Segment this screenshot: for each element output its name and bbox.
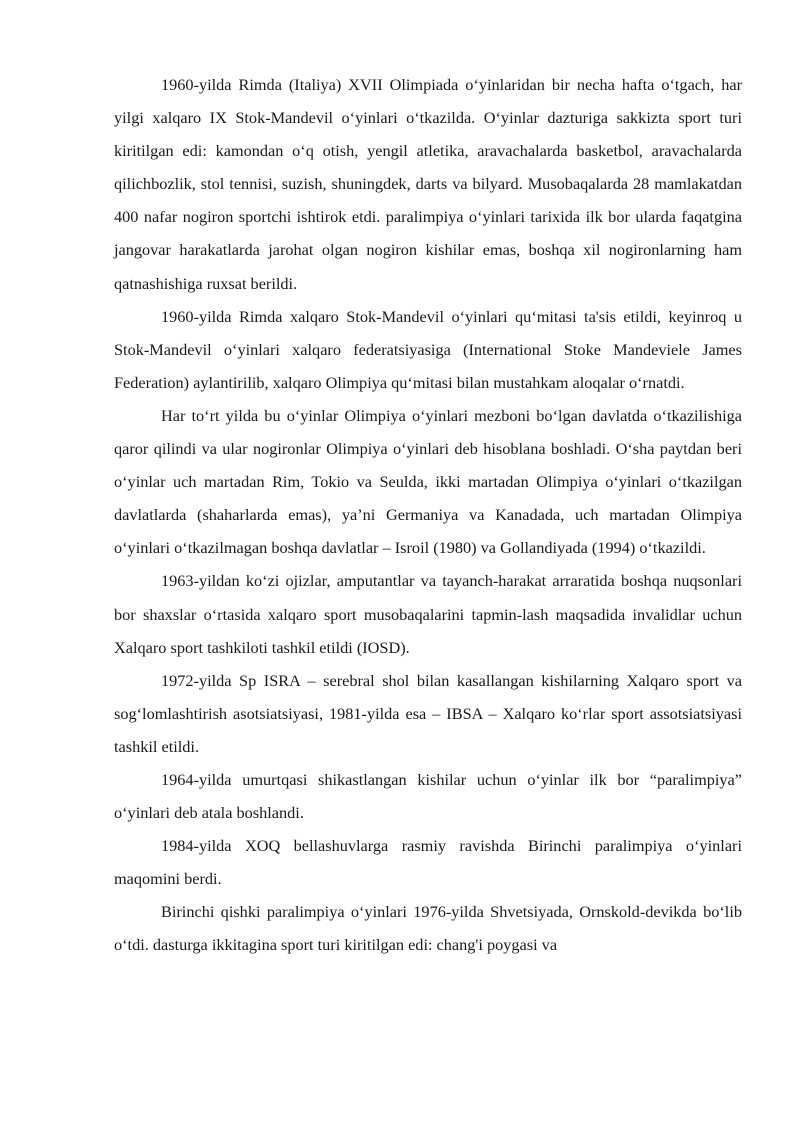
paragraph-8: Birinchi qishki paralimpiya o‘yinlari 1976-yilda Shvetsiyada, Ornskold-devikda bo‘lib o‘tdi. dasturga ikkitagina sport turi kiritilgan edi: chang'i poygasi va [114,902,742,955]
document-body [114,68,742,962]
paragraph-4: 1963-yildan ko‘zi ojizlar, amputantlar va tayanch-harakat arraratida boshqa nuqsonlari bor shaxslar o‘rtasida xalqaro sport musobaqalarini tapmin-lash maqsadida invalidlar uchun Xalqaro sport tashkiloti tashkil etildi (IOSD). [114,571,742,657]
paragraph-5: 1972-yilda Sp ISRA – serebral shol bilan kasallangan kishilarning Xalqaro sport va sog‘lomlashtirish asotsiatsiyasi, 1981-yilda esa – IBSA – Xalqaro ko‘rlar sport assotsiatsiyasi tashkil etildi. [114,670,742,756]
paragraph-3: Har to‘rt yilda bu o‘yinlar Olimpiya o‘yinlari mezboni bo‘lgan davlatda o‘tkazilishiga qaror qilindi va ular nogironlar Olimpiya o‘yinlari deb hisoblana boshladi. O‘sha paytdan beri o‘yinlar uch martadan Rim, Tokio va Seulda, ikki martadan Olimpiya o‘yinlari o‘tkazilgan davlatlarda (shaharlarda emas), ya’ni Germaniya va Kanadada, uch martadan Olimpiya o‘yinlari o‘tkazilmagan boshqa davlatlar – Isroil (1980) va Gollandiyada (1994) o‘tkazildi. [114,405,742,558]
paragraph-7: 1984-yilda XOQ bellashuvlarga rasmiy ravishda Birinchi paralimpiya o‘yinlari maqomini berdi. [114,836,742,889]
paragraph-6: 1964-yilda umurtqasi shikastlangan kishilar uchun o‘yinlar ilk bor “paralimpiya” o‘yinlari deb atala boshlandi. [114,769,742,823]
paragraph-1: 1960-yilda Rimda (Italiya) XVII Olimpiada o‘yinlaridan bir necha hafta o‘tgach, har yilgi xalqaro IX Stok-Mandevil o‘yinlari o‘tkazilda. O‘yinlar dazturiga sakkizta sport turi kiritilgan edi: kamondan o‘q otish, yengil atletika, aravachalarda basketbol, aravachalarda qilichbozlik, stol tennisi, suzish, shuningdek, darts va bilyard. Musobaqalarda 28 mamlakatdan 400 nafar nogiron sportchi ishtirok etdi. paralimpiya o‘yinlari tarixida ilk bor ularda faqatgina jangovar harakatlarda jarohat olgan nogiron kishilar emas, boshqa xil nogironlarning ham qatnashishiga ruxsat berildi. [114,75,742,293]
paragraph-2: 1960-yilda Rimda xalqaro Stok-Mandevil o‘yinlari qu‘mitasi ta'sis etildi, keyinroq u Stok-Mandevil o‘yinlari xalqaro federatsiyasiga (International Stoke Mandeviele James Federation) aylantirilib, xalqaro Olimpiya qu‘mitasi bilan mustahkam aloqalar o‘rnatdi. [114,306,742,392]
